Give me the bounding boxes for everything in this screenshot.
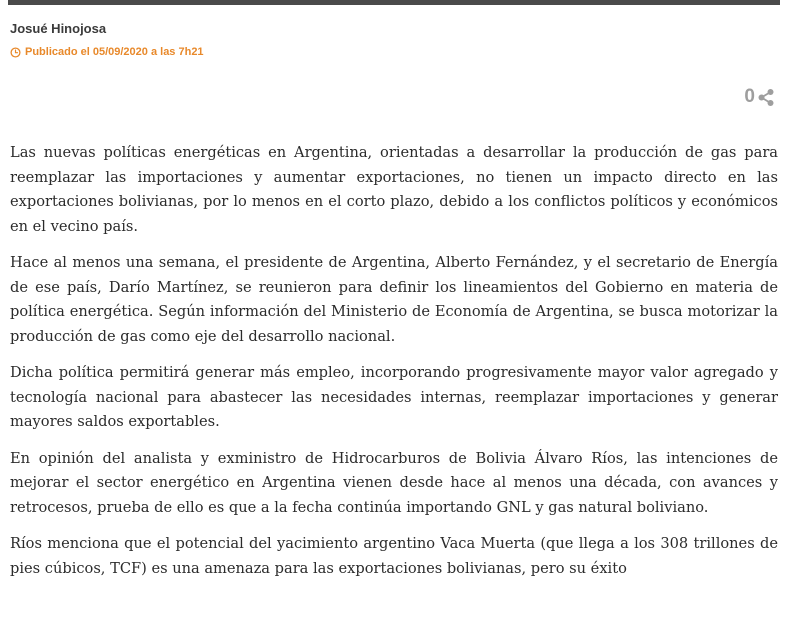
article-paragraph: Las nuevas políticas energéticas en Argentina, orientadas a desarrollar la producción de gas para reemplazar las importaciones y aumentar exportaciones, no tienen un impacto directo en las exportaciones bolivianas, por lo menos en el corto plazo, debido a los conflictos políticos y económicos en el vecino país. [10, 144, 778, 235]
share-count: 0 [744, 86, 755, 107]
share-icon[interactable] [757, 88, 775, 107]
article-paragraph: En opinión del analista y exministro de Hidrocarburos de Bolivia Álvaro Ríos, las intenciones de mejorar el sector energético en Argentina vienen desde hace al menos una década, con avances y retrocesos, prueba de ello es que a la fecha continúa importando GNL y gas natural boliviano. [10, 449, 778, 516]
share-widget[interactable] [744, 86, 775, 108]
article-paragraph: Ríos menciona que el potencial del yacimiento argentino Vaca Muerta (que llega a los 308 trillones de pies cúbicos, TCF) es una amenaza para las exportaciones bolivianas, pero su éxito [10, 535, 778, 577]
header-divider [8, 0, 780, 5]
author-name[interactable]: Josué Hinojosa [10, 21, 107, 36]
publish-date-text: Publicado el 05/09/2020 a las 7h21 [25, 46, 204, 58]
publish-date [10, 46, 204, 58]
article-paragraph: Dicha política permitirá generar más empleo, incorporando progresivamente mayor valor agregado y tecnología nacional para abastecer las necesidades internas, reemplazar importaciones y generar mayores saldos exportables. [10, 364, 778, 430]
article-body [10, 141, 778, 593]
clock-icon [10, 47, 21, 58]
article-paragraph: Hace al menos una semana, el presidente de Argentina, Alberto Fernández, y el secretario de Energía de ese país, Darío Martínez, se reunieron para definir los lineamientos del Gobierno en materia de política energética. Según información del Ministerio de Economía de Argentina, se busca motorizar la producción de gas como eje del desarrollo nacional. [10, 254, 778, 345]
